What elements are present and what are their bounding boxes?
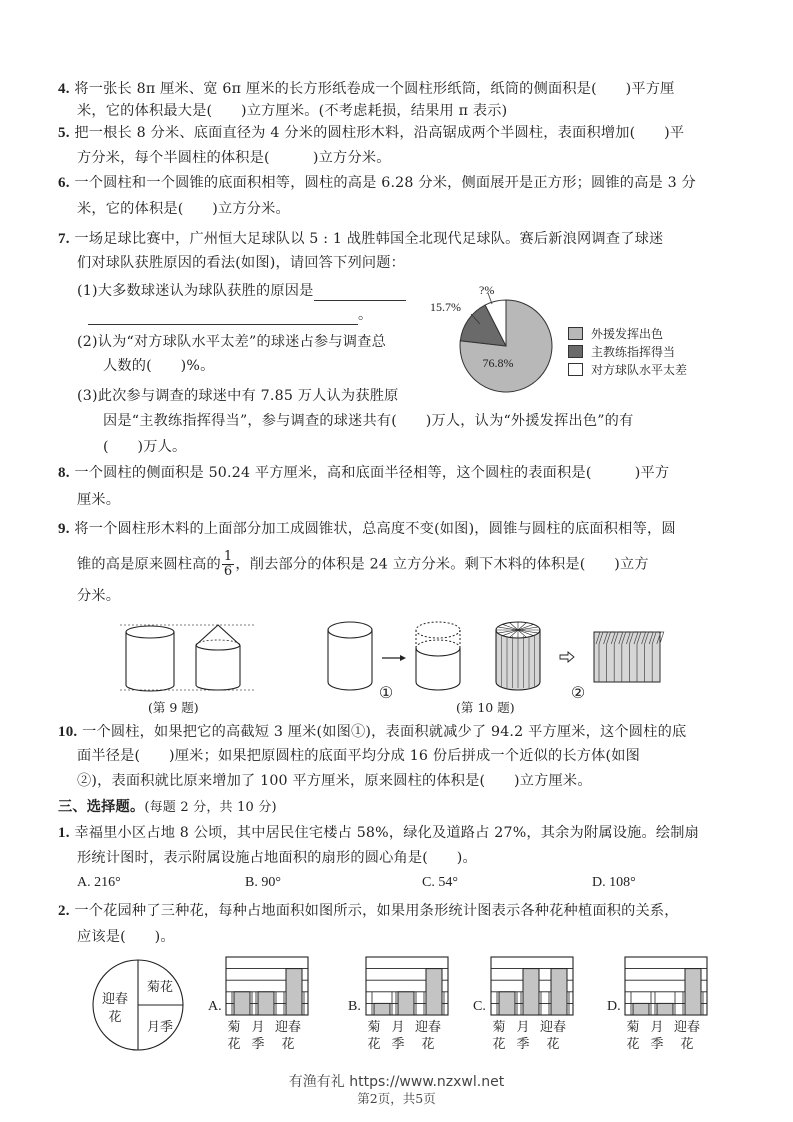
- q10-line3: ②)，表面积就比原来增加了 100 平方厘米，原来圆柱的体积是( )立方厘米。: [77, 773, 592, 789]
- figure-q10: [320, 610, 680, 705]
- question-number: 8.: [58, 465, 70, 481]
- q10-line1: [58, 722, 686, 742]
- question-number: 1.: [58, 825, 70, 841]
- category-line2: 花: [546, 1037, 560, 1052]
- q5-line2: 方分米，每个半圆柱的体积是( )立方分米。: [77, 150, 391, 166]
- fraction-numerator: 1: [223, 549, 233, 564]
- q7-line2: 们对球队获胜原因的看法(如图)，请回答下列问题：: [77, 255, 405, 271]
- bar-category-label: [669, 1019, 705, 1053]
- q8-line1: [58, 463, 669, 483]
- category-line2: 花: [492, 1037, 506, 1052]
- fraction-one-sixth: [222, 550, 234, 579]
- bar: [374, 1003, 390, 1015]
- q8-line2: 厘米。: [77, 492, 121, 508]
- bar: [523, 969, 539, 1015]
- hollow-arrow-icon: [560, 652, 574, 662]
- figure-caption-q9: (第 9 题): [148, 700, 199, 715]
- q9-text1: 将一个圆柱形木料的上面部分加工成圆锥状，总高度不变(如图)，圆锥与圆柱的底面积相等，圆: [74, 521, 676, 537]
- question-number: 7.: [58, 231, 70, 247]
- q9-line2: [77, 550, 649, 579]
- question-number: 5.: [58, 125, 70, 141]
- q5-line1: [58, 123, 684, 143]
- category-line1: 菊: [492, 1020, 506, 1035]
- category-line2: 花: [227, 1037, 241, 1052]
- category-line2: 花: [421, 1037, 435, 1052]
- c1-option-d[interactable]: D. 108°: [592, 875, 636, 890]
- answer-blank-long[interactable]: [88, 310, 358, 325]
- bar: [657, 1003, 673, 1015]
- bar-category-label: [270, 1019, 306, 1053]
- label-chrysanthemum: 菊花: [146, 980, 174, 995]
- category-line1: 菊: [626, 1020, 640, 1035]
- bar: [499, 992, 515, 1015]
- pie-chart: [420, 278, 570, 403]
- pie-label-coach: 15.7%: [430, 300, 461, 314]
- q7-sub1-text: (1)大多数球迷认为球队获胜的原因是: [77, 283, 314, 299]
- bar-chart: [224, 955, 310, 1017]
- c1-line2: 形统计图时，表示附属设施占地面积的扇形的圆心角是( )。: [77, 850, 477, 866]
- bar: [398, 992, 414, 1015]
- q7-sub3b: 因是“主教练指挥得当”，参与调查的球迷共有( )万人，认为“外援发挥出色”的有: [103, 413, 634, 429]
- category-line2: 花: [367, 1037, 381, 1052]
- q9-text2b: ，削去部分的体积是 24 立方分米。剩下木料的体积是( )立方: [235, 556, 649, 573]
- q4-line2: 米，它的体积最大是( )立方厘米。(不考虑耗损，结果用 π 表示): [77, 103, 508, 119]
- c2-line2: 应该是( )。: [77, 929, 175, 945]
- category-line1: 月: [650, 1020, 664, 1035]
- legend-text: 对方球队水平太差: [591, 363, 688, 377]
- cylinder-before: [328, 622, 372, 690]
- bar-chart: [489, 955, 575, 1017]
- category-line1: 迎春: [673, 1020, 700, 1035]
- cylinder-with-cone: [196, 625, 240, 690]
- q6-line1: [58, 173, 696, 193]
- category-line2: 花: [281, 1037, 295, 1052]
- answer-blank[interactable]: [314, 286, 406, 301]
- category-line1: 迎春: [274, 1020, 301, 1035]
- q6-text1: 一个圆柱和一个圆锥的底面积相等，圆柱的高是 6.28 分米，侧面展开是正方形；圆锥的高是 3 分: [74, 175, 696, 191]
- q10-text1: 一个圆柱，如果把它的高截短 3 厘米(如图①)，表面积就减少了 94.2 平方厘米，这个圆柱的底: [82, 724, 687, 740]
- category-line2: 季: [251, 1037, 265, 1052]
- q9-line3: 分米。: [77, 588, 121, 604]
- label-jasmine-b: 花: [108, 1010, 122, 1025]
- garden-circle-diagram: [88, 955, 188, 1055]
- category-line2: 季: [516, 1037, 530, 1052]
- figure-caption-q10: (第 10 题): [456, 700, 515, 715]
- section-3-heading: [58, 797, 277, 818]
- c1-line1: [58, 823, 699, 843]
- q9-line1: [58, 519, 676, 539]
- sliced-cylinder: [496, 622, 540, 690]
- category-line2: 花: [626, 1037, 640, 1052]
- bar: [426, 969, 442, 1015]
- question-number: 10.: [58, 724, 78, 740]
- legend-swatch: [568, 363, 583, 376]
- q7-sub3a: (3)此次参与调查的球迷中有 7.85 万人认为获胜原: [77, 388, 399, 404]
- cylinder-original: [126, 626, 174, 691]
- bar-category-label: [410, 1019, 446, 1053]
- arrow-right-icon: [382, 655, 406, 661]
- q8-text1: 一个圆柱的侧面积是 50.24 平方厘米，高和底面半径相等，这个圆柱的表面积是( )平方: [74, 465, 670, 481]
- category-line1: 迎春: [539, 1020, 566, 1035]
- bar-category-label: [535, 1019, 571, 1053]
- label-jasmine-a: 迎春: [101, 992, 129, 1007]
- question-number: 2.: [58, 903, 70, 919]
- category-line1: 迎春: [414, 1020, 441, 1035]
- c1-option-c[interactable]: C. 54°: [422, 875, 458, 890]
- c1-text1: 幸福里小区占地 8 公顷，其中居民住宅楼占 58%，绿化及道路占 27%，其余为附属设施。绘制扇: [74, 825, 700, 841]
- c1-option-a[interactable]: A. 216°: [77, 875, 121, 890]
- q7-line1: [58, 229, 663, 249]
- legend-text: 主教练指挥得当: [591, 345, 676, 359]
- watermark: 有渔有礼 https://www.nzxwl.net: [288, 1074, 505, 1090]
- cylinder-shortened: [416, 622, 460, 690]
- c2-line1: [58, 901, 679, 921]
- bar: [685, 969, 701, 1015]
- bar: [258, 992, 274, 1015]
- mark-circled-1: ①: [378, 683, 394, 702]
- question-number: 9.: [58, 521, 70, 537]
- period: 。: [358, 307, 373, 323]
- q9-text2a: 锥的高是原来圆柱高的: [77, 556, 221, 573]
- q10-line2: 面半径是( )厘米；如果把原圆柱的底面平均分成 16 份后拼成一个近似的长方体(如图: [77, 748, 641, 764]
- option-letter: C.: [473, 999, 486, 1014]
- approx-cuboid: [594, 632, 664, 682]
- q4-text1: 将一张长 8π 厘米、宽 6π 厘米的长方形纸卷成一个圆柱形纸筒，纸筒的侧面积是( )平方厘: [74, 81, 675, 97]
- q7-sub1: [77, 281, 406, 301]
- legend-item-opponent: [568, 361, 687, 378]
- category-line2: 季: [391, 1037, 405, 1052]
- bar-chart: [364, 955, 450, 1017]
- legend-text: 外援发挥出色: [591, 327, 664, 341]
- q7-sub1-cont: [88, 305, 372, 325]
- q7-text1: 一场足球比赛中，广州恒大足球队以 5 : 1 战胜韩国全北现代足球队。赛后新浪网调查了球迷: [74, 231, 664, 247]
- q4-line1: [58, 79, 675, 99]
- option-letter: B.: [348, 999, 361, 1014]
- option-letter: A.: [208, 999, 222, 1014]
- option-letter: D.: [607, 999, 621, 1014]
- bar: [551, 969, 567, 1015]
- c2-text1: 一个花园种了三种花，每种占地面积如图所示，如果用条形统计图表示各种花种植面积的关系，: [74, 903, 679, 919]
- pie-label-unknown: ?%: [479, 283, 495, 297]
- q5-text1: 把一根长 8 分米、底面直径为 4 分米的圆柱形木料，沿高锯成两个半圆柱，表面积增加( )平: [74, 125, 685, 141]
- bar-chart: [623, 955, 709, 1017]
- c1-option-b[interactable]: B. 90°: [245, 875, 281, 890]
- q7-sub2b: 人数的( )%。: [103, 358, 215, 374]
- category-line1: 菊: [227, 1020, 241, 1035]
- q6-line2: 米，它的体积是( )立方分米。: [77, 201, 290, 217]
- page-number: 第2页，共5页: [357, 1091, 436, 1106]
- bar: [286, 969, 302, 1015]
- legend-swatch: [568, 327, 583, 340]
- legend-item-coach: [568, 343, 675, 360]
- section-title: 三、选择题。: [58, 799, 145, 815]
- bar: [633, 1003, 649, 1015]
- fraction-denominator: 6: [223, 564, 233, 579]
- category-line1: 月: [251, 1020, 265, 1035]
- legend-swatch: [568, 345, 583, 358]
- category-line1: 月: [516, 1020, 530, 1035]
- label-rose: 月季: [146, 1020, 174, 1035]
- mark-circled-2: ②: [570, 683, 586, 702]
- bar: [234, 992, 250, 1015]
- q7-sub3c: ( )万人。: [103, 439, 187, 455]
- category-line1: 菊: [367, 1020, 381, 1035]
- category-line2: 季: [650, 1037, 664, 1052]
- legend-item-foreign: [568, 325, 663, 342]
- section-note: (每题 2 分，共 10 分): [144, 800, 277, 815]
- pie-label-main: 76.8%: [482, 356, 514, 370]
- category-line1: 月: [391, 1020, 405, 1035]
- question-number: 4.: [58, 81, 70, 97]
- category-line2: 花: [680, 1037, 694, 1052]
- question-number: 6.: [58, 175, 70, 191]
- figure-q9-cylinders: [110, 618, 260, 696]
- q7-sub2a: (2)认为“对方球队水平太差”的球迷占参与调查总: [77, 334, 386, 350]
